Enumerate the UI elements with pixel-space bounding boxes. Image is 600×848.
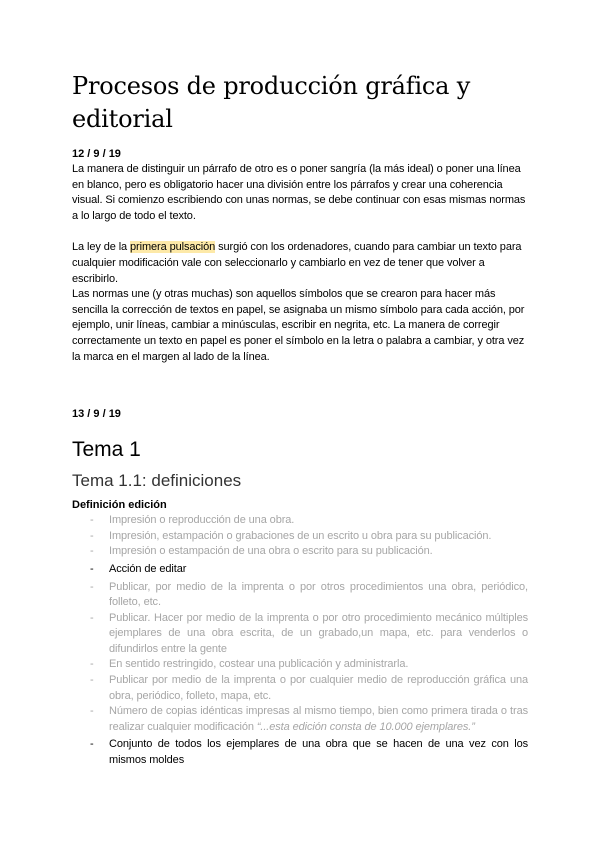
subheading-definiciones: Tema 1.1: definiciones	[72, 471, 242, 491]
definition-quote: “...esta edición consta de 10.000 ejemplares.”	[256, 720, 475, 733]
entry-date: 13 / 9 / 19	[72, 408, 121, 421]
section-heading: Definición edición	[72, 499, 167, 512]
definition-text: Publicar. Hacer por medio de la imprenta o por otro procedimiento mecánico múltiples ejemplares de una obra escrita, de un grabado,un mapa, etc. para venderlos o difundirlos entre la gente	[109, 611, 528, 655]
paragraph: Las normas une (y otras muchas) son aquellos símbolos que se crearon para hacer más sencilla la corrección de textos en papel, se asignaba un mismo símbolo para cada acción, por ejemplo, unir líneas, cambiar a minúsculas, escribir en negrita, etc. La manera de corregir correctamente un texto en papel es poner el símbolo en la letra o palabra a cambiar, y otra vez la marca en el margen al lado de la línea.	[72, 288, 525, 363]
paragraph	[72, 240, 528, 287]
definition-item	[72, 673, 528, 704]
definition-text: En sentido restringido, costear una publicación y administrarla.	[109, 658, 409, 671]
highlighted-term: primera pulsación	[130, 241, 216, 254]
document-page	[72, 70, 528, 771]
entry-date: 12 / 9 / 19	[72, 148, 121, 160]
definition-list	[72, 513, 528, 769]
heading-tema: Tema 1	[72, 438, 141, 462]
definition-item	[72, 580, 528, 611]
definition-item	[72, 562, 528, 578]
definition-text: Conjunto de todos los ejemplares de una obra que se hacen de una vez con los mismos moldes	[109, 738, 528, 767]
paragraph-text: La ley de la	[72, 241, 131, 254]
definition-item	[72, 611, 528, 658]
definition-item	[72, 529, 528, 545]
definition-text: Impresión o estampación de una obra o escrito para su publicación.	[109, 545, 433, 558]
definition-text: Número de copias idénticas impresas al mismo tiempo, bien como primera tirada o tras realizar cualquier modificación	[109, 705, 528, 733]
definition-text: Impresión, estampación o grabaciones de un escrito u obra para su publicación.	[109, 529, 492, 542]
definition-item	[72, 513, 528, 529]
document-title: Procesos de producción gráfica y editorial	[72, 72, 471, 133]
definition-text: Acción de editar	[109, 562, 187, 575]
definition-text: Publicar por medio de la imprenta o por cualquier medio de reproducción gráfica una obra, periódico, folleto, mapa, etc.	[109, 674, 528, 702]
definition-text: Publicar, por medio de la imprenta o por otros procedimientos una obra, periódico, folleto, etc.	[109, 580, 528, 609]
definition-item	[72, 657, 528, 673]
definition-item	[72, 704, 528, 735]
paragraph-text: surgió con los ordenadores, cuando para cambiar un texto para cualquier modificación vale con seleccionarlo y cambiarlo en vez de tener que volver a escribirlo.	[72, 241, 522, 285]
definition-item	[72, 544, 528, 560]
definition-text: Impresión o reproducción de una obra.	[109, 514, 295, 527]
definition-item	[72, 737, 528, 768]
paragraph: La manera de distinguir un párrafo de otro es o poner sangría (la más ideal) o poner una línea en blanco, pero es obligatorio hacer una división entre los párrafos y crear una coherencia visual. Si comienzo escribiendo con unas normas, se debe continuar con esas mismas normas a lo largo de todo el texto.	[72, 163, 526, 222]
